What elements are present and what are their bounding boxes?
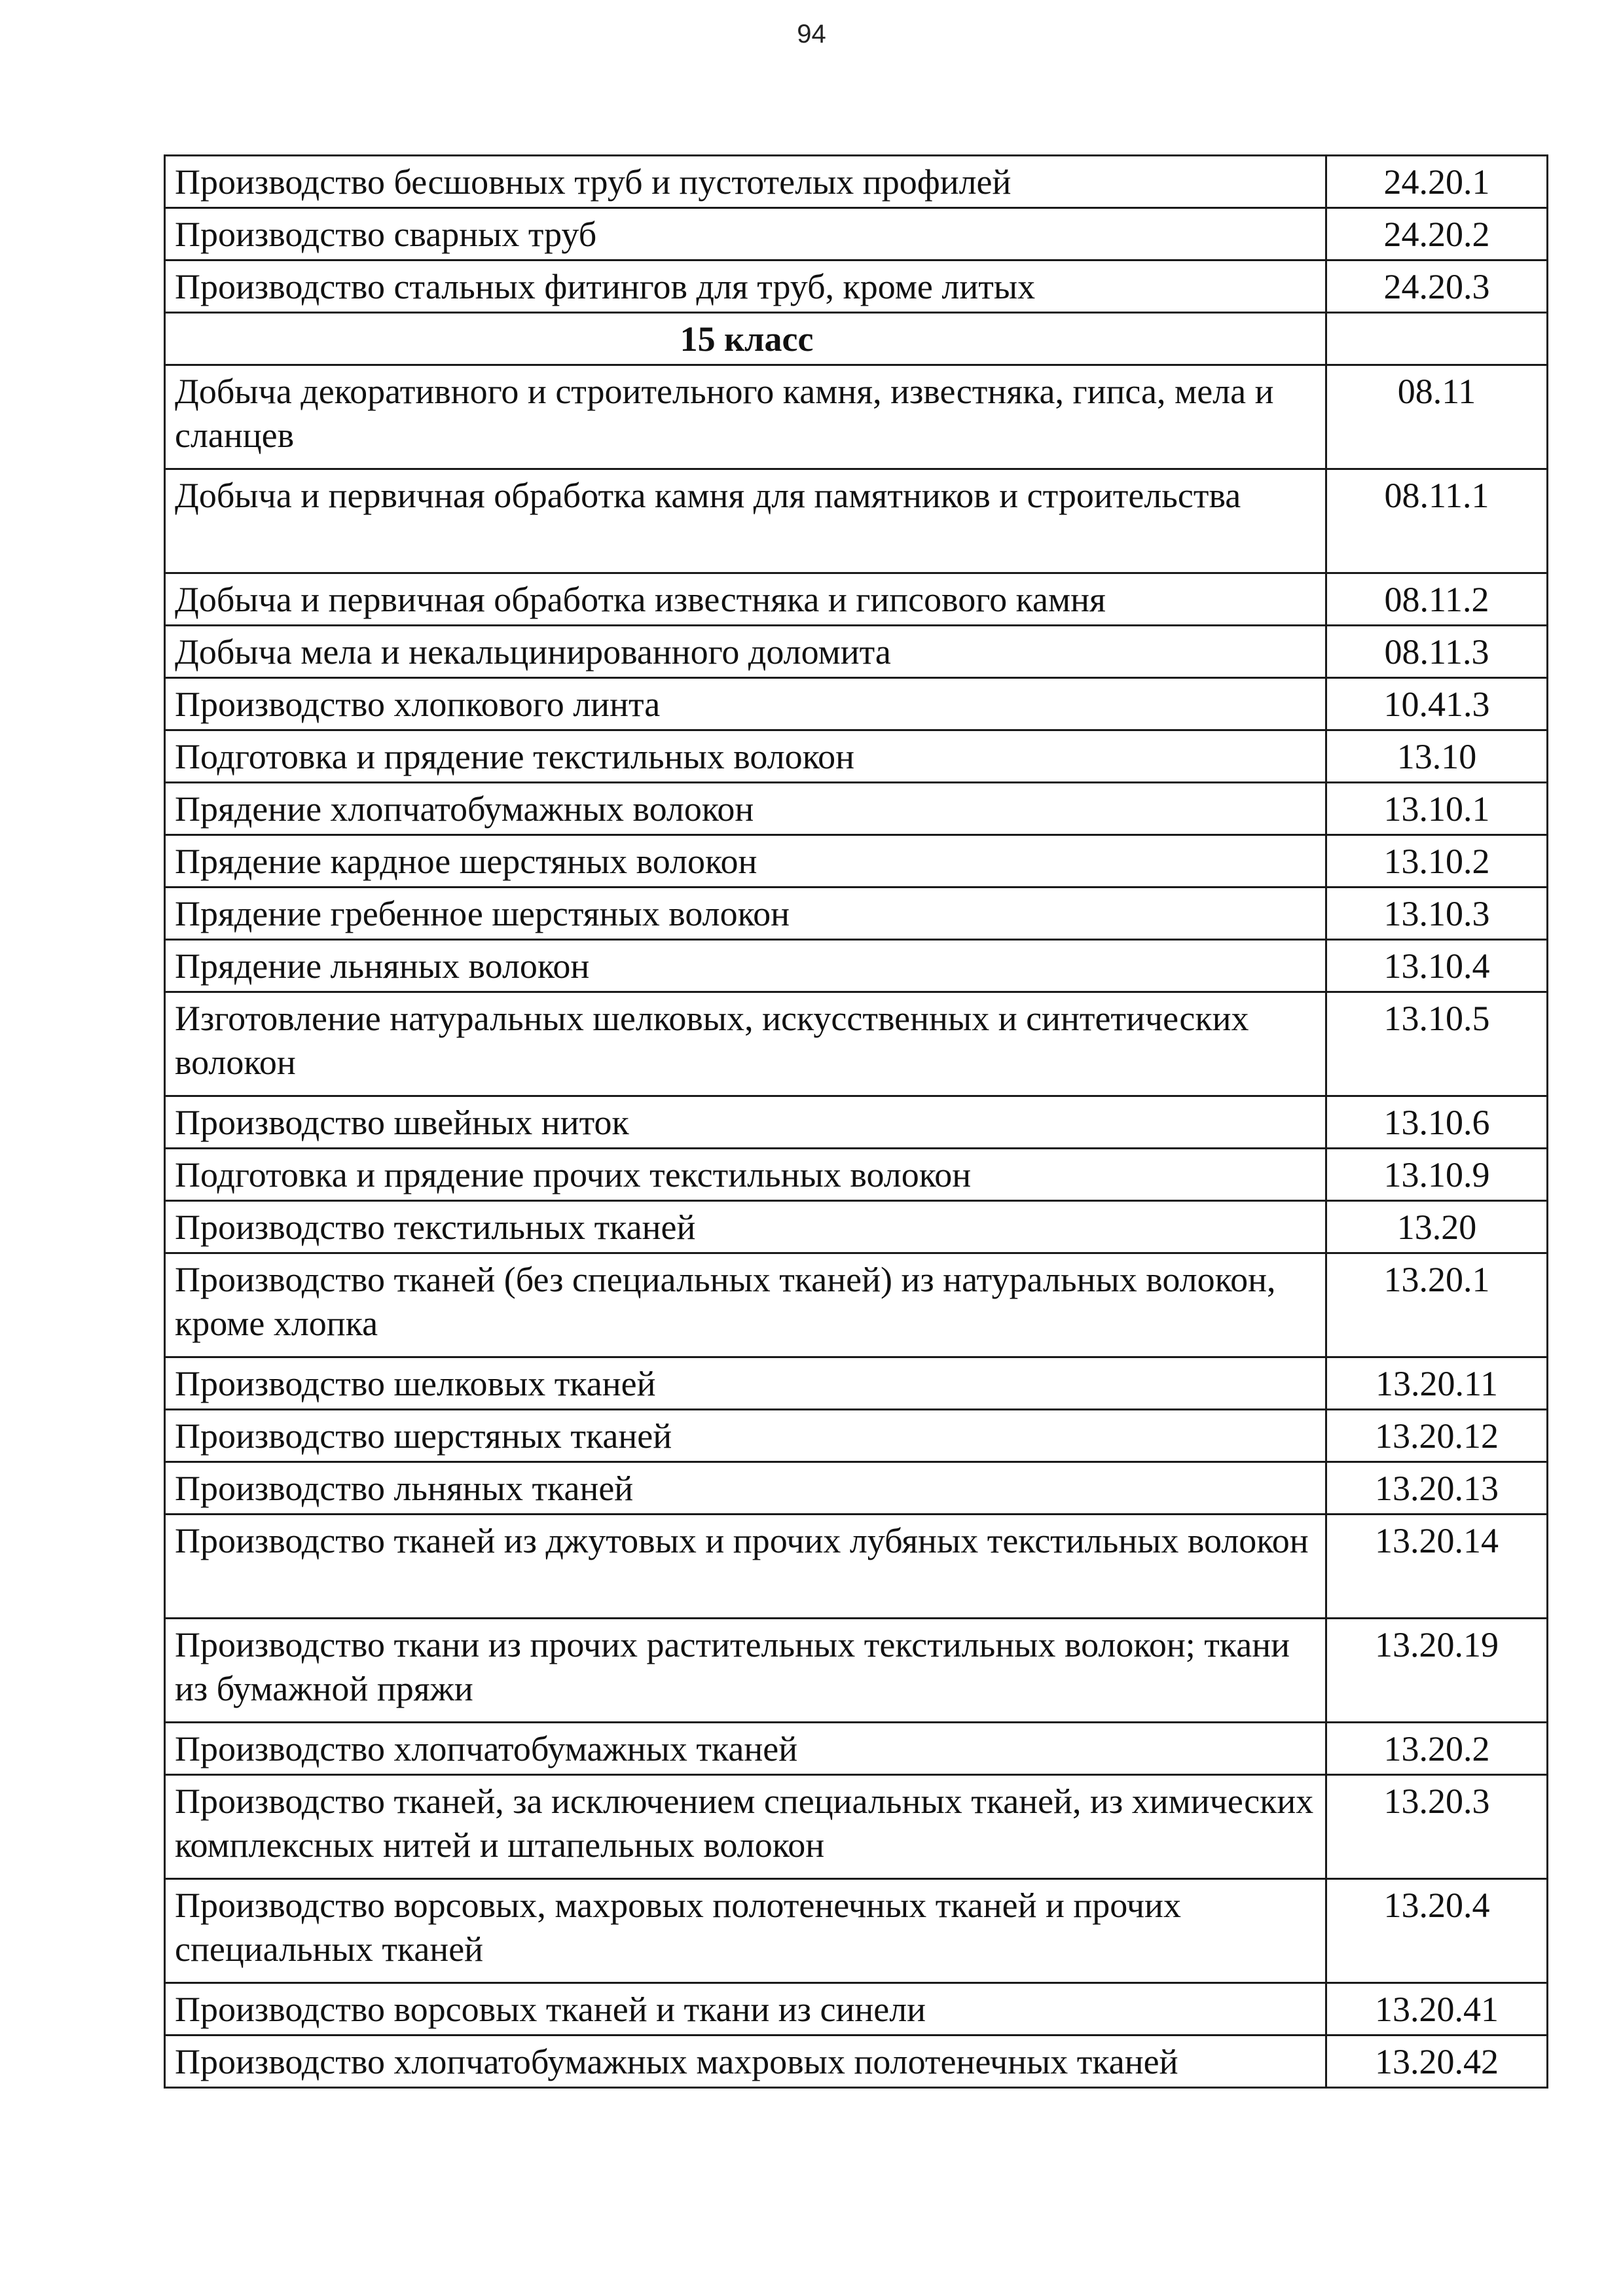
table-row	[165, 1775, 1548, 1879]
activity-name: Производство хлопчатобумажных тканей	[165, 1723, 1326, 1775]
table-row	[165, 992, 1548, 1096]
table-row	[165, 260, 1548, 313]
activity-name: Производство сварных труб	[165, 208, 1326, 260]
activity-code: 13.20.11	[1326, 1357, 1548, 1410]
table-row	[165, 156, 1548, 208]
activity-name: Производство текстильных тканей	[165, 1201, 1326, 1253]
table-row	[165, 1410, 1548, 1462]
activity-code: 13.20.14	[1326, 1515, 1548, 1619]
table-row	[165, 783, 1548, 835]
table-row	[165, 573, 1548, 626]
table-row	[165, 1201, 1548, 1253]
activity-name: Производство швейных ниток	[165, 1096, 1326, 1149]
activity-name: Прядение льняных волокон	[165, 940, 1326, 992]
activity-name: Прядение хлопчатобумажных волокон	[165, 783, 1326, 835]
activity-name: Производство хлопчатобумажных махровых полотенечных тканей	[165, 2036, 1326, 2088]
table-row	[165, 469, 1548, 573]
activity-name: Добыча мела и некальцинированного доломита	[165, 626, 1326, 678]
activity-code: 13.10.5	[1326, 992, 1548, 1096]
activity-code: 13.10.9	[1326, 1149, 1548, 1201]
activity-name: Производство тканей из джутовых и прочих лубяных текстильных волокон	[165, 1515, 1326, 1619]
table-row	[165, 626, 1548, 678]
table-row	[165, 888, 1548, 940]
table-row	[165, 1879, 1548, 1983]
activity-name: Добыча и первичная обработка известняка и гипсового камня	[165, 573, 1326, 626]
table-row	[165, 1723, 1548, 1775]
activity-code: 13.10.3	[1326, 888, 1548, 940]
table-row	[165, 730, 1548, 783]
activity-name: Подготовка и прядение прочих текстильных волокон	[165, 1149, 1326, 1201]
activity-name: Производство тканей (без специальных тканей) из натуральных волокон, кроме хлопка	[165, 1253, 1326, 1357]
class-header-row	[165, 313, 1548, 365]
activity-name: Производство тканей, за исключением специальных тканей, из химических комплексных нитей и штапельных волокон	[165, 1775, 1326, 1879]
activity-code: 08.11.2	[1326, 573, 1548, 626]
class-heading: 15 класс	[165, 313, 1326, 365]
table-row	[165, 835, 1548, 888]
activity-name: Производство стальных фитингов для труб, кроме литых	[165, 260, 1326, 313]
table-row	[165, 1515, 1548, 1619]
table-row	[165, 1253, 1548, 1357]
table-row	[165, 2036, 1548, 2088]
activity-code: 13.20.3	[1326, 1775, 1548, 1879]
activity-code: 08.11	[1326, 365, 1548, 469]
activity-name: Производство шерстяных тканей	[165, 1410, 1326, 1462]
activity-code: 24.20.2	[1326, 208, 1548, 260]
activity-code: 10.41.3	[1326, 678, 1548, 730]
activity-name: Изготовление натуральных шелковых, искусственных и синтетических волокон	[165, 992, 1326, 1096]
activity-code: 13.20.13	[1326, 1462, 1548, 1515]
activity-code: 13.10.4	[1326, 940, 1548, 992]
activity-code: 13.20.4	[1326, 1879, 1548, 1983]
activity-code: 13.20.42	[1326, 2036, 1548, 2088]
activity-codes-table	[164, 154, 1548, 2089]
activity-code: 24.20.3	[1326, 260, 1548, 313]
table-row	[165, 365, 1548, 469]
table-row	[165, 1983, 1548, 2036]
table-row	[165, 940, 1548, 992]
activity-name: Производство хлопкового линта	[165, 678, 1326, 730]
activity-code: 13.20.2	[1326, 1723, 1548, 1775]
activity-code: 13.10.2	[1326, 835, 1548, 888]
activity-code: 13.20.1	[1326, 1253, 1548, 1357]
table-row	[165, 1462, 1548, 1515]
activity-name: Производство льняных тканей	[165, 1462, 1326, 1515]
activity-name: Производство бесшовных труб и пустотелых профилей	[165, 156, 1326, 208]
activity-name: Производство ворсовых тканей и ткани из синели	[165, 1983, 1326, 2036]
table-row	[165, 1357, 1548, 1410]
page-number: 94	[797, 20, 826, 48]
activity-code: 08.11.1	[1326, 469, 1548, 573]
table-row	[165, 678, 1548, 730]
activity-code: 13.20.41	[1326, 1983, 1548, 2036]
activity-name: Прядение гребенное шерстяных волокон	[165, 888, 1326, 940]
activity-name: Производство ткани из прочих растительных текстильных волокон; ткани из бумажной пряжи	[165, 1619, 1326, 1723]
table-row	[165, 1149, 1548, 1201]
activity-code: 08.11.3	[1326, 626, 1548, 678]
activity-name: Добыча и первичная обработка камня для памятников и строительства	[165, 469, 1326, 573]
activity-name: Производство шелковых тканей	[165, 1357, 1326, 1410]
activity-code: 13.20	[1326, 1201, 1548, 1253]
table-row	[165, 1096, 1548, 1149]
activity-name: Производство ворсовых, махровых полотенечных тканей и прочих специальных тканей	[165, 1879, 1326, 1983]
activity-code	[1326, 313, 1548, 365]
activity-name: Добыча декоративного и строительного камня, известняка, гипса, мела и сланцев	[165, 365, 1326, 469]
activity-name: Подготовка и прядение текстильных волокон	[165, 730, 1326, 783]
table-row	[165, 1619, 1548, 1723]
activity-code: 13.10.1	[1326, 783, 1548, 835]
activity-code: 24.20.1	[1326, 156, 1548, 208]
activity-code: 13.10	[1326, 730, 1548, 783]
table-row	[165, 208, 1548, 260]
activity-name: Прядение кардное шерстяных волокон	[165, 835, 1326, 888]
activity-code: 13.20.19	[1326, 1619, 1548, 1723]
activity-code: 13.20.12	[1326, 1410, 1548, 1462]
activity-code: 13.10.6	[1326, 1096, 1548, 1149]
